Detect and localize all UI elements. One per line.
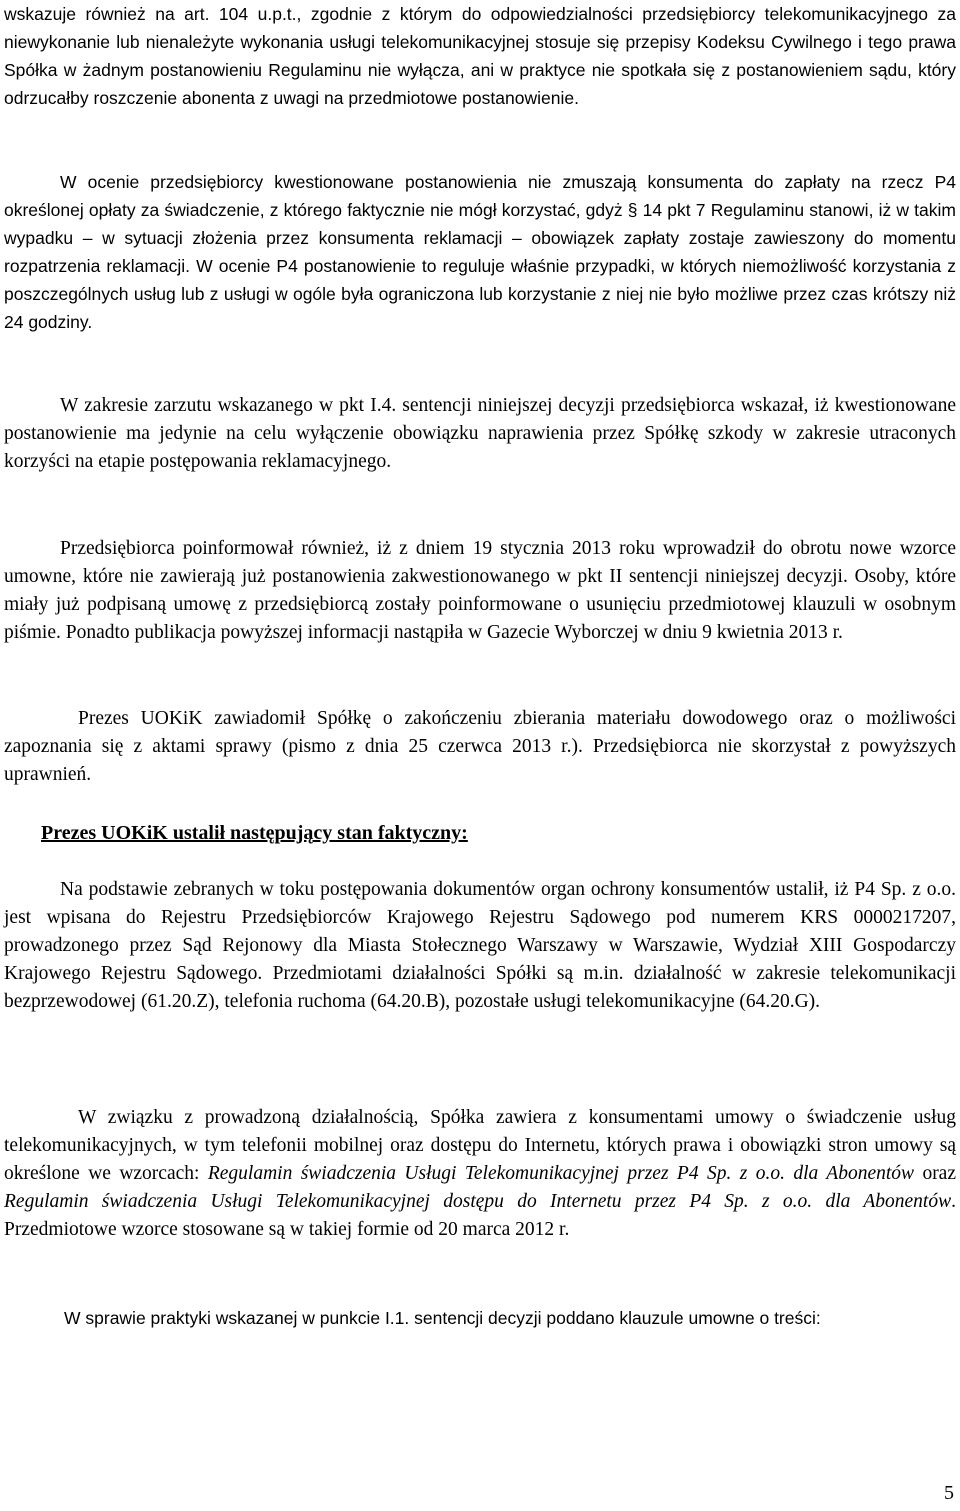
paragraph-zawiadomienie-text: Prezes UOKiK zawiadomił Spółkę o zakończeniu zbierania materiału dowodowego oraz o możliwości zapoznania się z aktami sprawy (pismo z dnia 25 czerwca 2013 r.). Przedsiębiorca nie skorzystał z powyższych uprawnień. <box>4 708 956 785</box>
paragraph-klauzule <box>4 1304 956 1332</box>
paragraph-wzorce-text-e: . Przedmiotowe wzorce stosowane są w takiej formie od 20 marca 2012 r. <box>4 1191 956 1240</box>
paragraph-nowe-wzorce-text: Przedsiębiorca poinformował również, iż z dniem 19 stycznia 2013 roku wprowadził do obrotu nowe wzorce umowne, które nie zawierają już postanowienia zakwestionowanego w pkt II sentencji niniejszej decyzji. Osoby, które miały już podpisaną umowę z przedsiębiorcą zostały poinformowane o usunięciu przedmiotowej klauzuli w osobnym piśmie. Ponadto publikacja powyższej informacji nastąpiła w Gazecie Wyborczej w dniu 9 kwietnia 2013 r. <box>4 538 956 643</box>
paragraph-art-104 <box>4 0 956 112</box>
regulamin-internet-title: Regulamin świadczenia Usługi Telekomunikacyjnej dostępu do Internetu przez P4 Sp. z o.o. dla Abonentów <box>4 1191 952 1212</box>
section-heading: Prezes UOKiK ustalił następujący stan faktyczny: <box>41 822 468 844</box>
paragraph-nowe-wzorce <box>4 535 956 647</box>
paragraph-art-104-text: wskazuje również na art. 104 u.p.t., zgodnie z którym do odpowiedzialności przedsiębiorcy telekomunikacyjnego za niewykonanie lub nienależyte wykonania usługi telekomunikacyjnej stosuje się przepisy Kodeksu Cywilnego i tego prawa Spółka w żadnym postanowieniu Regulaminu nie wyłącza, ani w praktyce nie spotkała się z postanowieniem sądu, który odrzucałby roszczenie abonenta z uwagi na przedmiotowe postanowienie. <box>4 4 956 108</box>
paragraph-krs-text: Na podstawie zebranych w toku postępowania dokumentów organ ochrony konsumentów ustalił, iż P4 Sp. z o.o. jest wpisana do Rejestru Przedsiębiorców Krajowego Rejestru Sądowego pod numerem KRS 0000217207, prowadzonego przez Sąd Rejonowy dla Miasta Stołecznego Warszawy w Warszawie, Wydział XIII Gospodarczy Krajowego Rejestru Sądowego. Przedmiotami działalności Spółki są m.in. działalność w zakresie telekomunikacji bezprzewodowej (61.20.Z), telefonia ruchoma (64.20.B), pozostałe usługi telekomunikacyjne (64.20.G). <box>4 879 956 1012</box>
paragraph-wzorce-conjunction: oraz <box>922 1163 956 1184</box>
page-number: 5 <box>944 1482 954 1504</box>
paragraph-wzorce <box>4 1104 956 1244</box>
paragraph-konsument-zaplata <box>4 168 956 336</box>
paragraph-krs <box>4 876 956 1016</box>
paragraph-zarzut-i4-text: W zakresie zarzutu wskazanego w pkt I.4. sentencji niniejszej decyzji przedsiębiorca wskazał, iż kwestionowane postanowienie ma jedynie na celu wyłączenie obowiązku naprawienia przez Spółkę szkody w zakresie utraconych korzyści na etapie postępowania reklamacyjnego. <box>4 395 956 472</box>
paragraph-konsument-zaplata-text: W ocenie przedsiębiorcy kwestionowane postanowienia nie zmuszają konsumenta do zapłaty na rzecz P4 określonej opłaty za świadczenie, z którego faktycznie nie mógł korzystać, gdyż § 14 pkt 7 Regulaminu stanowi, iż w takim wypadku – w sytuacji złożenia przez konsumenta reklamacji – obowiązek zapłaty zostaje zawieszony do momentu rozpatrzenia reklamacji. W ocenie P4 postanowienie to reguluje właśnie przypadki, w których niemożliwość korzystania z poszczególnych usług lub z usługi w ogóle była ograniczona lub korzystanie z niej nie było możliwe przez czas krótszy niż 24 godziny. <box>4 172 956 332</box>
paragraph-wzorce-text-a: W związku z prowadzoną działalnością, Spółka zawiera z konsumentami umowy o świadczenie usług telekomunikacyjnych, w tym telefonii mobilnej oraz dostępu do Internetu, których prawa i obowiązki stron umowy są określone we wzorcach: <box>4 1107 956 1184</box>
paragraph-zawiadomienie <box>4 705 956 789</box>
paragraph-klauzule-text: W sprawie praktyki wskazanej w punkcie I.1. sentencji decyzji poddano klauzule umowne o treści: <box>64 1308 821 1328</box>
paragraph-zarzut-i4 <box>4 392 956 476</box>
regulamin-usluga-title: Regulamin świadczenia Usługi Telekomunikacyjnej przez P4 Sp. z o.o. dla Abonentów <box>207 1163 915 1184</box>
